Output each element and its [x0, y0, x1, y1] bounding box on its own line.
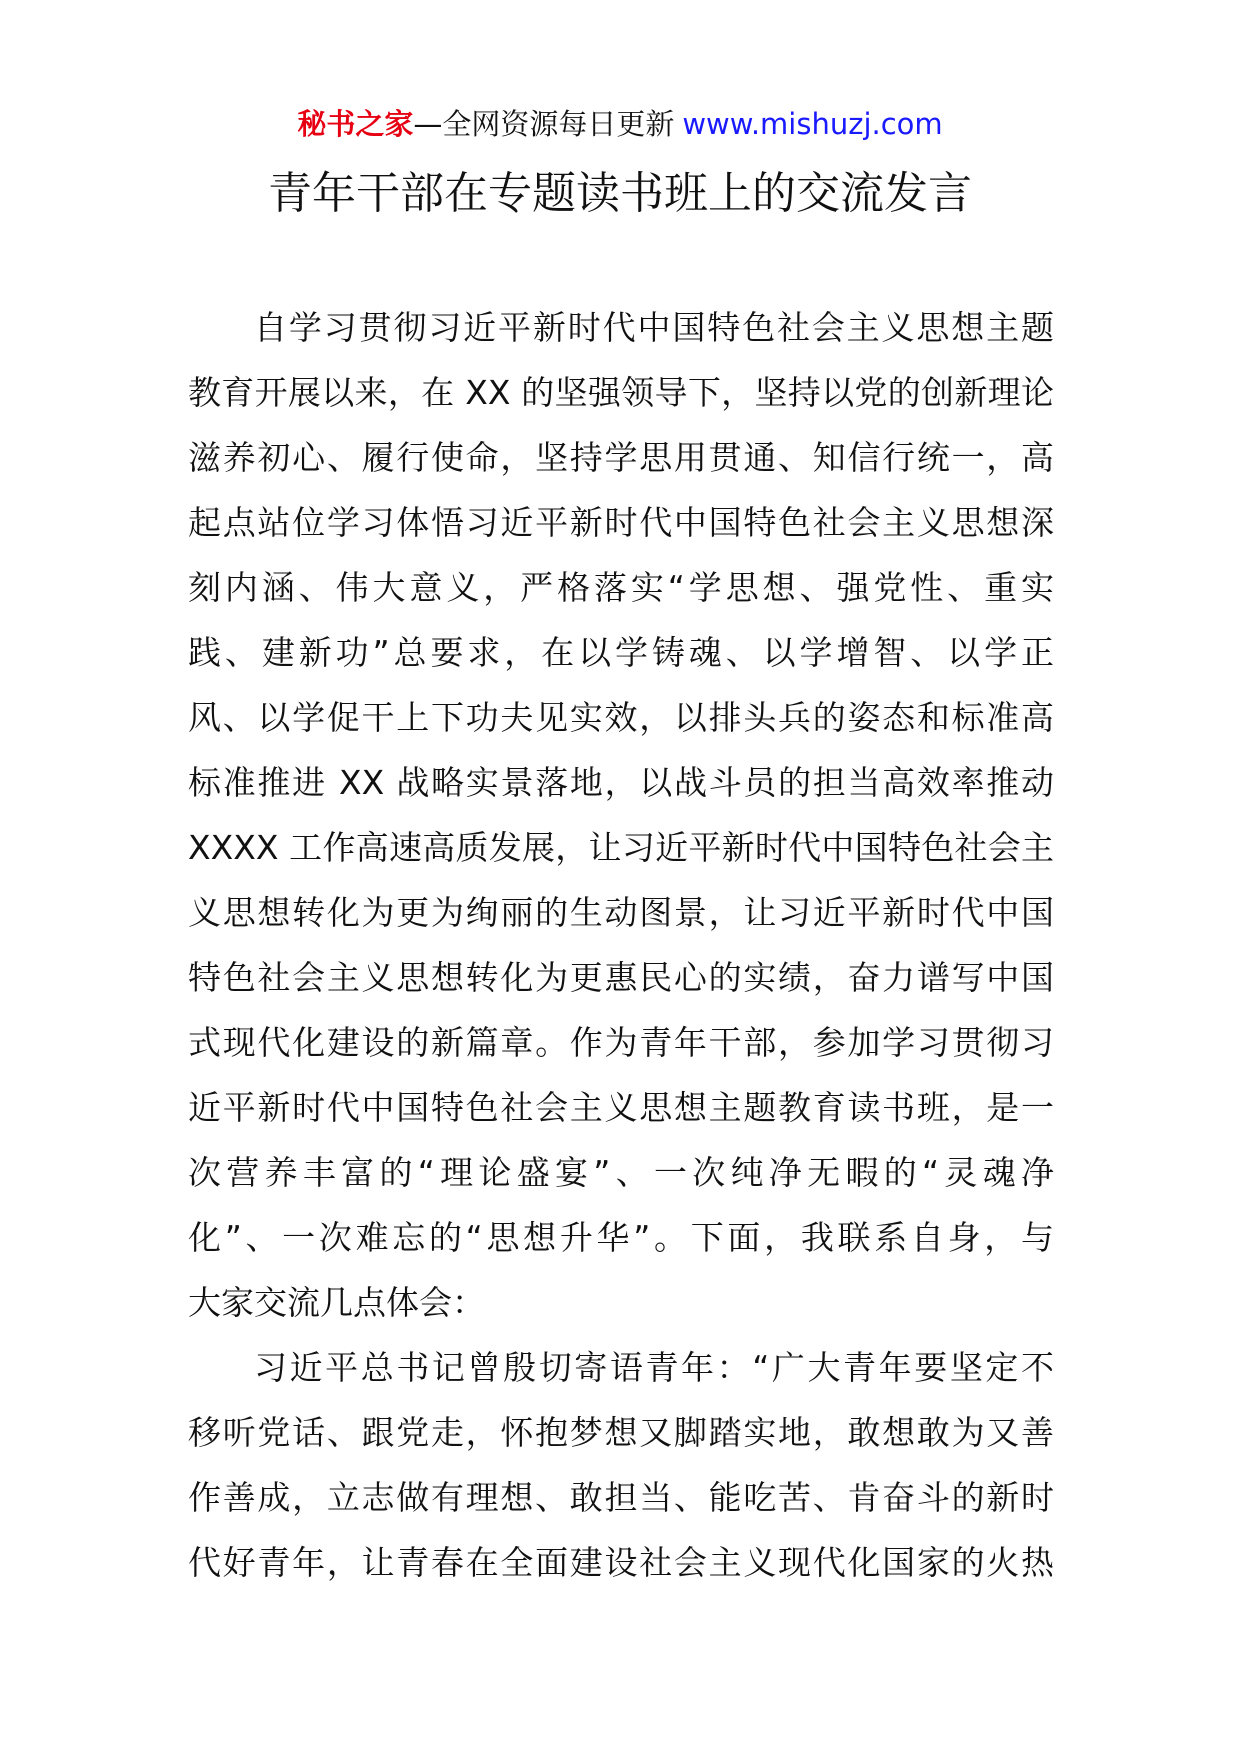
paragraph-line: 近平新时代中国特色社会主义思想主题教育读书班，是一 [188, 1088, 1054, 1127]
paragraph-line: XXXX 工作高速高质发展，让习近平新时代中国特色社会主 [188, 828, 1054, 867]
paragraph-line: 义思想转化为更为绚丽的生动图景，让习近平新时代中国 [188, 893, 1054, 932]
paragraph-line: 式现代化建设的新篇章。作为青年干部，参加学习贯彻习 [188, 1023, 1054, 1062]
paragraph-line: 自学习贯彻习近平新时代中国特色社会主义思想主题 [254, 308, 1054, 347]
paragraph-line: 次营养丰富的“理论盛宴”、一次纯净无暇的“灵魂净 [188, 1153, 1054, 1192]
paragraph-line: 风、以学促干上下功夫见实效，以排头兵的姿态和标准高 [188, 698, 1054, 737]
paragraph-line: 移听党话、跟党走，怀抱梦想又脚踏实地，敢想敢为又善 [188, 1413, 1054, 1452]
paragraph-2 [188, 1335, 1054, 1595]
site-tagline: —全网资源每日更新 [413, 107, 675, 141]
document-title: 青年干部在专题读书班上的交流发言 [268, 168, 972, 219]
paragraph-line: 代好青年，让青春在全面建设社会主义现代化国家的火热 [188, 1543, 1054, 1582]
paragraph-line: 习近平总书记曾殷切寄语青年：“广大青年要坚定不 [254, 1348, 1054, 1387]
site-header [0, 102, 1240, 146]
document-body [188, 295, 1054, 1595]
paragraph-line: 教育开展以来，在 XX 的坚强领导下，坚持以党的创新理论 [188, 373, 1054, 412]
paragraph-line: 特色社会主义思想转化为更惠民心的实绩，奋力谱写中国 [188, 958, 1054, 997]
paragraph-line: 滋养初心、履行使命，坚持学思用贯通、知信行统一，高 [188, 438, 1054, 477]
paragraph-line: 践、建新功”总要求，在以学铸魂、以学增智、以学正 [188, 633, 1054, 672]
paragraph-line: 起点站位学习体悟习近平新时代中国特色社会主义思想深 [188, 503, 1054, 542]
paragraph-line: 刻内涵、伟大意义，严格落实“学思想、强党性、重实 [188, 568, 1054, 607]
paragraph-line: 标准推进 XX 战略实景落地，以战斗员的担当高效率推动 [188, 763, 1054, 802]
brand-name: 秘书之家 [297, 107, 414, 141]
paragraph-line: 大家交流几点体会： [188, 1283, 485, 1322]
paragraph-line: 作善成，立志做有理想、敢担当、能吃苦、肯奋斗的新时 [188, 1478, 1054, 1517]
paragraph-1 [188, 295, 1054, 1335]
paragraph-line: 化”、一次难忘的“思想升华”。下面，我联系自身，与 [188, 1218, 1054, 1257]
site-url-link[interactable]: www.mishuzj.com [682, 107, 943, 141]
